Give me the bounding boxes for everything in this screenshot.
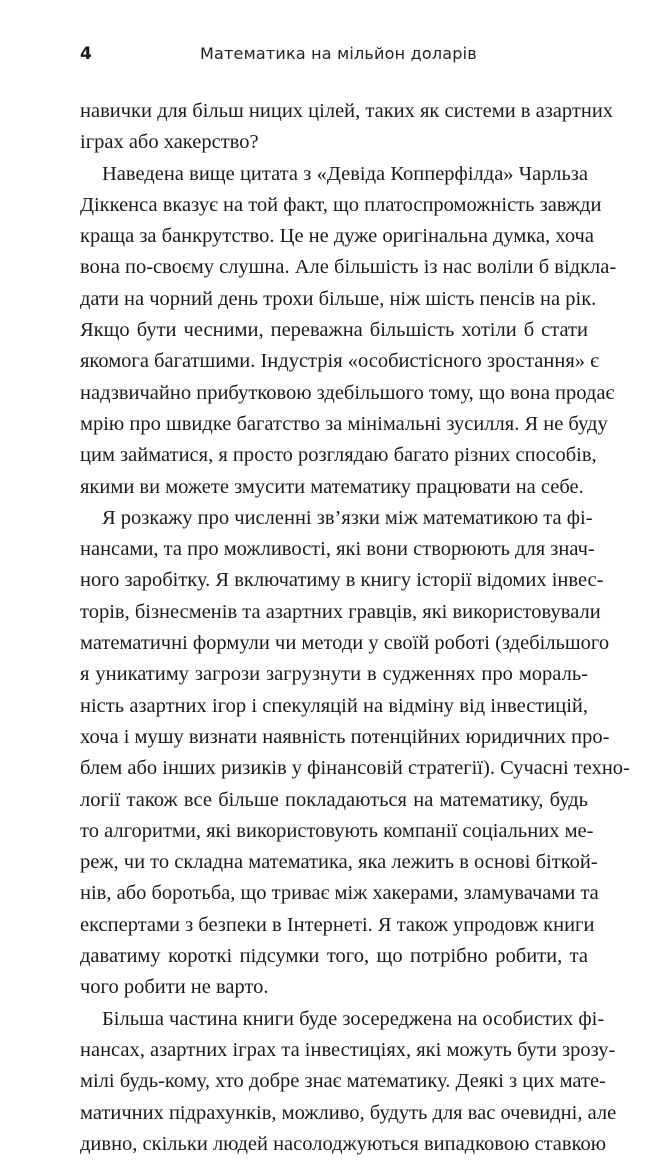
text-line: надзвичайно прибутковою здебільшого тому, що вона продає [80, 381, 615, 404]
text-line: мілі будь-кому, хто добре знає математику. Деякі з цих мате- [80, 1070, 606, 1093]
text-line: матичних підрахунків, можливо, будуть для вас очевидні, але [80, 1101, 617, 1124]
text-line: якими ви можете змусити математику працювати на себе. [80, 475, 584, 498]
text-line: ного заробітку. Я включатиму в книгу історії відомих інвес- [80, 569, 604, 592]
text-line: даватиму короткі підсумки того, що потрібно робити, та [80, 945, 588, 968]
text-line: Якщо бути чесними, переважна більшість хотіли б стати [80, 319, 588, 342]
text-line: чого робити не варто. [80, 976, 269, 999]
text-line: торів, бізнесменів та азартних гравців, які використовували [80, 600, 601, 623]
text-line: дивно, скільки людей насолоджуються випадковою ставкою [80, 1132, 607, 1155]
text-line: Наведена вище цитата з «Девіда Копперфілда» Чарльза [102, 162, 588, 185]
text-line: ність азартних ігор і спекуляцій на відміну від інвестицій, [80, 694, 588, 717]
text-line: логії також все більше покладаються на математику, будь [80, 788, 588, 811]
text-line: я уникатиму загрози загрузнути в судженнях про мораль- [80, 663, 588, 686]
text-line: іграх або хакерство? [80, 131, 259, 154]
page-header [80, 44, 585, 68]
text-line: Більша частина книги буде зосереджена на особистих фі- [102, 1007, 605, 1030]
page-number: 4 [80, 44, 92, 64]
text-line: реж, чи то складна математика, яка лежить в основі біткой- [80, 851, 598, 874]
text-line: цим займатися, я просто розглядаю багато різних способів, [80, 444, 597, 467]
text-line: вона по-своєму слушна. Але більшість із нас воліли б відкла- [80, 256, 617, 279]
text-line: то алгоритми, які використовують компанії соціальних ме- [80, 819, 594, 842]
text-line: навички для більш ницих цілей, таких як системи в азартних [80, 100, 614, 122]
text-line: мрію про швидке багатство за мінімальні зусилля. Я не буду [80, 412, 608, 435]
text-line: хоча і мушу визнати наявність потенційних юридичних про- [80, 725, 610, 748]
text-line: Я розкажу про численні зв’язки між математикою та фі- [102, 506, 593, 529]
text-line: Діккенса вказує на той факт, що платоспроможність завжди [80, 193, 602, 216]
text-line: нансами, та про можливості, які вони створюють для знач- [80, 538, 595, 561]
text-line: краща за банкрутство. Це не дуже оригінальна думка, хоча [80, 225, 594, 248]
text-line: нансах, азартних іграх та інвестиціях, які можуть бути зрозу- [80, 1038, 616, 1061]
text-line: нів, або боротьба, що триває між хакерами, зламувачами та [80, 882, 599, 905]
text-line: блем або інших ризиків у фінансовій стратегії). Сучасні техно- [80, 757, 630, 780]
text-line: якомога багатшими. Індустрія «особистісного зростання» є [80, 350, 599, 373]
text-line: експертами з безпеки в Інтернеті. Я також упродовж книги [80, 913, 595, 936]
running-head: Математика на мільйон доларів [200, 44, 477, 63]
body-text [80, 96, 630, 1160]
text-line: дати на чорний день трохи більше, ніж шість пенсів на рік. [80, 287, 597, 310]
text-line: математичні формули чи методи у своїй роботі (здебільшого [80, 632, 610, 655]
